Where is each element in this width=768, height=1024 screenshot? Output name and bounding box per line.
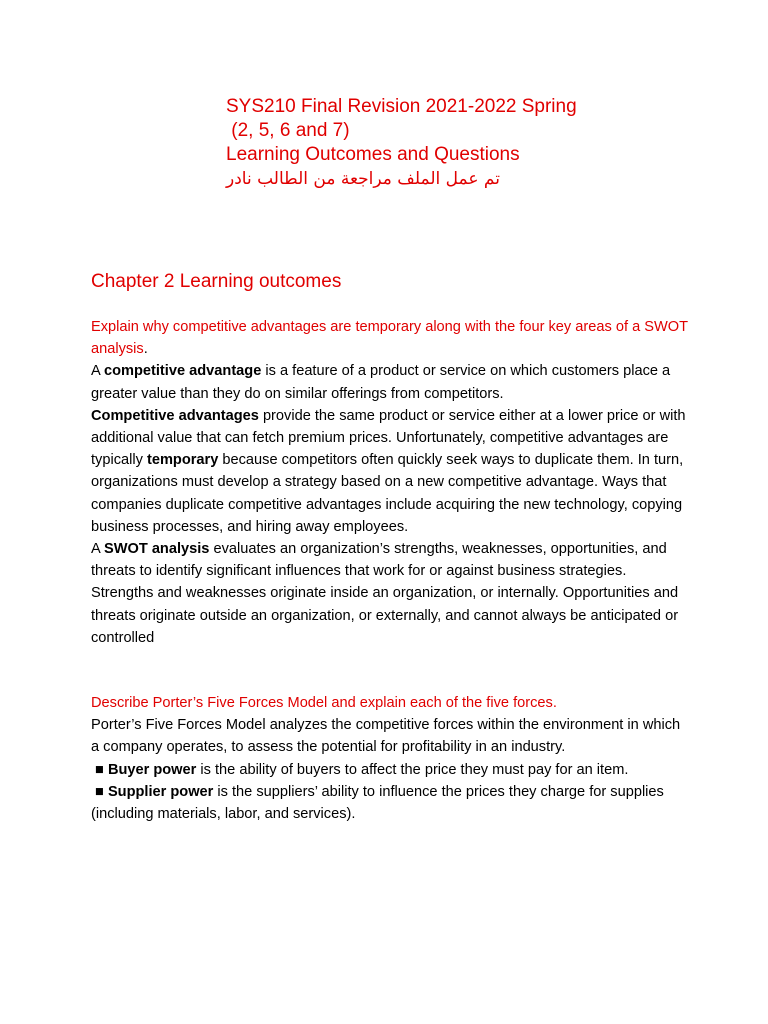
section-question [91, 316, 691, 360]
question-text-cont: of a SWOT analysis [91, 319, 688, 358]
list-item-supplier-power [91, 781, 691, 825]
list-item-text: is the suppliers’ ability to influence the prices they charge for supplies (including materials, labor, and services). [91, 783, 664, 823]
paragraph-text: A [91, 541, 104, 558]
term-buyer-power: Buyer power [107, 761, 197, 778]
title-line-course: SYS210 Final Revision 2021-2022 Spring [226, 96, 577, 117]
title-line-chapters: (2, 5, 6 and 7) [226, 120, 350, 141]
title-line-arabic-note: تم عمل الملف مراجعة من الطالب نادر [226, 169, 500, 189]
section-question: Describe Porter’s Five Forces Model and explain each of the five forces. [91, 695, 557, 711]
question-period: . [143, 341, 148, 358]
paragraph-text: provide the same product or service either at a lower price or with additional value that can fetch premium prices. Unfortunately, competitive advantages are typically [91, 407, 686, 469]
paragraph-competitive-advantages [91, 405, 691, 538]
list-item-buyer-power [91, 759, 691, 781]
paragraph-five-forces-intro: Porter’s Five Forces Model analyzes the competitive forces within the environment in which a company operates, to assess the potential for profitability in an industry. [91, 717, 681, 756]
term-supplier-power: Supplier power [107, 783, 214, 800]
term-swot-analysis: SWOT analysis [103, 541, 210, 558]
term-temporary: temporary [146, 452, 219, 469]
section-swot [91, 316, 691, 649]
term-competitive-advantage: competitive advantage [103, 363, 262, 380]
paragraph-competitive-advantage [91, 360, 691, 404]
title-line-subtitle: Learning Outcomes and Questions [226, 144, 520, 165]
document-title-block [226, 95, 646, 191]
paragraph-swot-analysis [91, 538, 691, 649]
bullet-square-icon: ■ [91, 783, 108, 800]
paragraph-text: A [91, 363, 104, 380]
section-five-forces [91, 692, 691, 825]
term-competitive-advantages: Competitive advantages [91, 407, 259, 424]
chapter-heading: Chapter 2 Learning outcomes [91, 271, 342, 292]
bullet-square-icon: ■ [91, 761, 108, 778]
question-text: Explain why competitive advantages are temporary along with the four key areas [91, 319, 612, 335]
paragraph-text: because competitors often quickly seek ways to duplicate them. In turn, organizations must develop a strategy based on a new competitive advantage. Ways that companies duplicate competitive advantages include acquiring the new technology, copying business processes, and hiring away employees. [91, 452, 684, 535]
paragraph-text: evaluates an organization’s strengths, weaknesses, opportunities, and threats to identify significant influences that work for or against business strategies. Strengths and weaknesses originate inside an organization, or internally. Opportunities and threats originate outside an organization, or externally, and cannot always be anticipated or controlled [91, 541, 679, 646]
paragraph-text: is a feature of a product or service on which customers place a greater value than they do on similar offerings from competitors. [91, 363, 671, 402]
list-item-text: is the ability of buyers to affect the price they must pay for an item. [196, 761, 629, 778]
